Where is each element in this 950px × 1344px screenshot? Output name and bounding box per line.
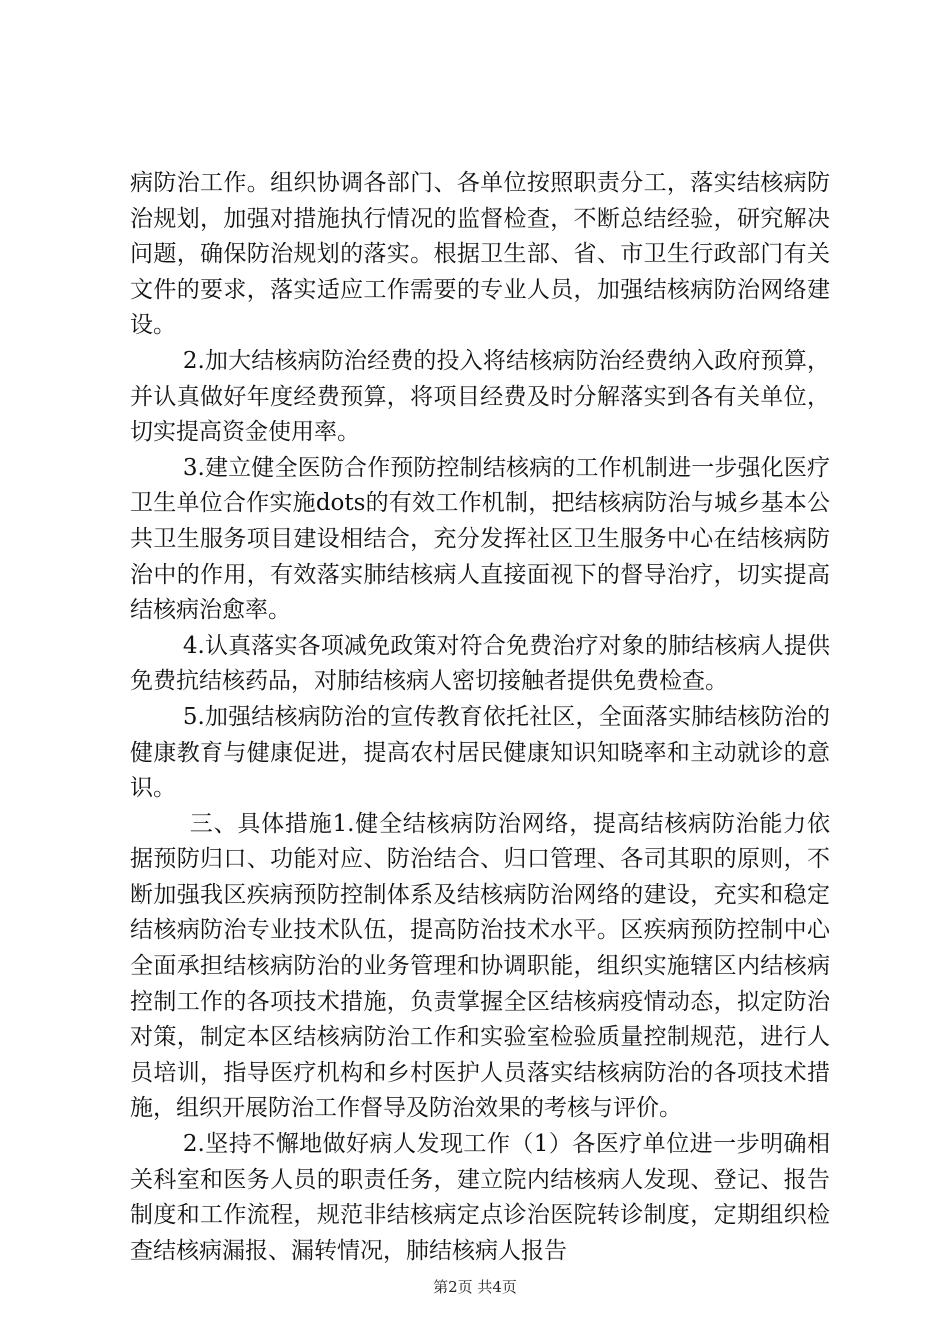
paragraph-continuation: 病防治工作。组织协调各部门、各单位按照职责分工，落实结核病防治规划，加强对措施执行情况的监督检查，不断总结经验，研究解决问题，确保防治规划的落实。根据卫生部、省、市卫生行政部门有关文件的要求，落实适应工作需要的专业人员，加强结核病防治网络建设。	[130, 170, 830, 339]
paragraph-measure-2: 2.坚持不懈地做好病人发现工作（1）各医疗单位进一步明确相关科室和医务人员的职责任务，建立院内结核病人发现、登记、报告制度和工作流程，规范非结核病定点诊治医院转诊制度，定期组织检查结核病漏报、漏转情况，肺结核病人报告	[130, 1131, 830, 1264]
paragraph-item-2: 2.加大结核病防治经费的投入将结核病防治经费纳入政府预算，并认真做好年度经费预算，将项目经费及时分解落实到各有关单位，切实提高资金使用率。	[130, 347, 830, 446]
page-number-footer: 第2页 共4页	[433, 1278, 517, 1296]
paragraph-item-4: 4.认真落实各项减免政策对符合免费治疗对象的肺结核病人提供免费抗结核药品，对肺结核病人密切接触者提供免费检查。	[130, 632, 830, 695]
document-body	[130, 166, 830, 1269]
paragraph-item-5: 5.加强结核病防治的宣传教育依托社区，全面落实肺结核防治的健康教育与健康促进，提高农村居民健康知识知晓率和主动就诊的意识。	[130, 703, 830, 802]
paragraph-section-3: 三、具体措施1.健全结核病防治网络，提高结核病防治能力依据预防归口、功能对应、防治结合、归口管理、各司其职的原则，不断加强我区疾病预防控制体系及结核病防治网络的建设，充实和稳定结核病防治专业技术队伍，提高防治技术水平。区疾病预防控制中心全面承担结核病防治的业务管理和协调职能，组织实施辖区内结核病控制工作的各项技术措施，负责掌握全区结核病疫情动态，拟定防治对策，制定本区结核病防治工作和实验室检验质量控制规范，进行人员培训，指导医疗机构和乡村医护人员落实结核病防治的各项技术措施，组织开展防治工作督导及防治效果的考核与评价。	[130, 810, 830, 1122]
paragraph-item-3: 3.建立健全医防合作预防控制结核病的工作机制进一步强化医疗卫生单位合作实施dots的有效工作机制，把结核病防治与城乡基本公共卫生服务项目建设相结合，充分发挥社区卫生服务中心在结核病防治中的作用，有效落实肺结核病人直接面视下的督导治疗，切实提高结核病治愈率。	[130, 454, 830, 624]
